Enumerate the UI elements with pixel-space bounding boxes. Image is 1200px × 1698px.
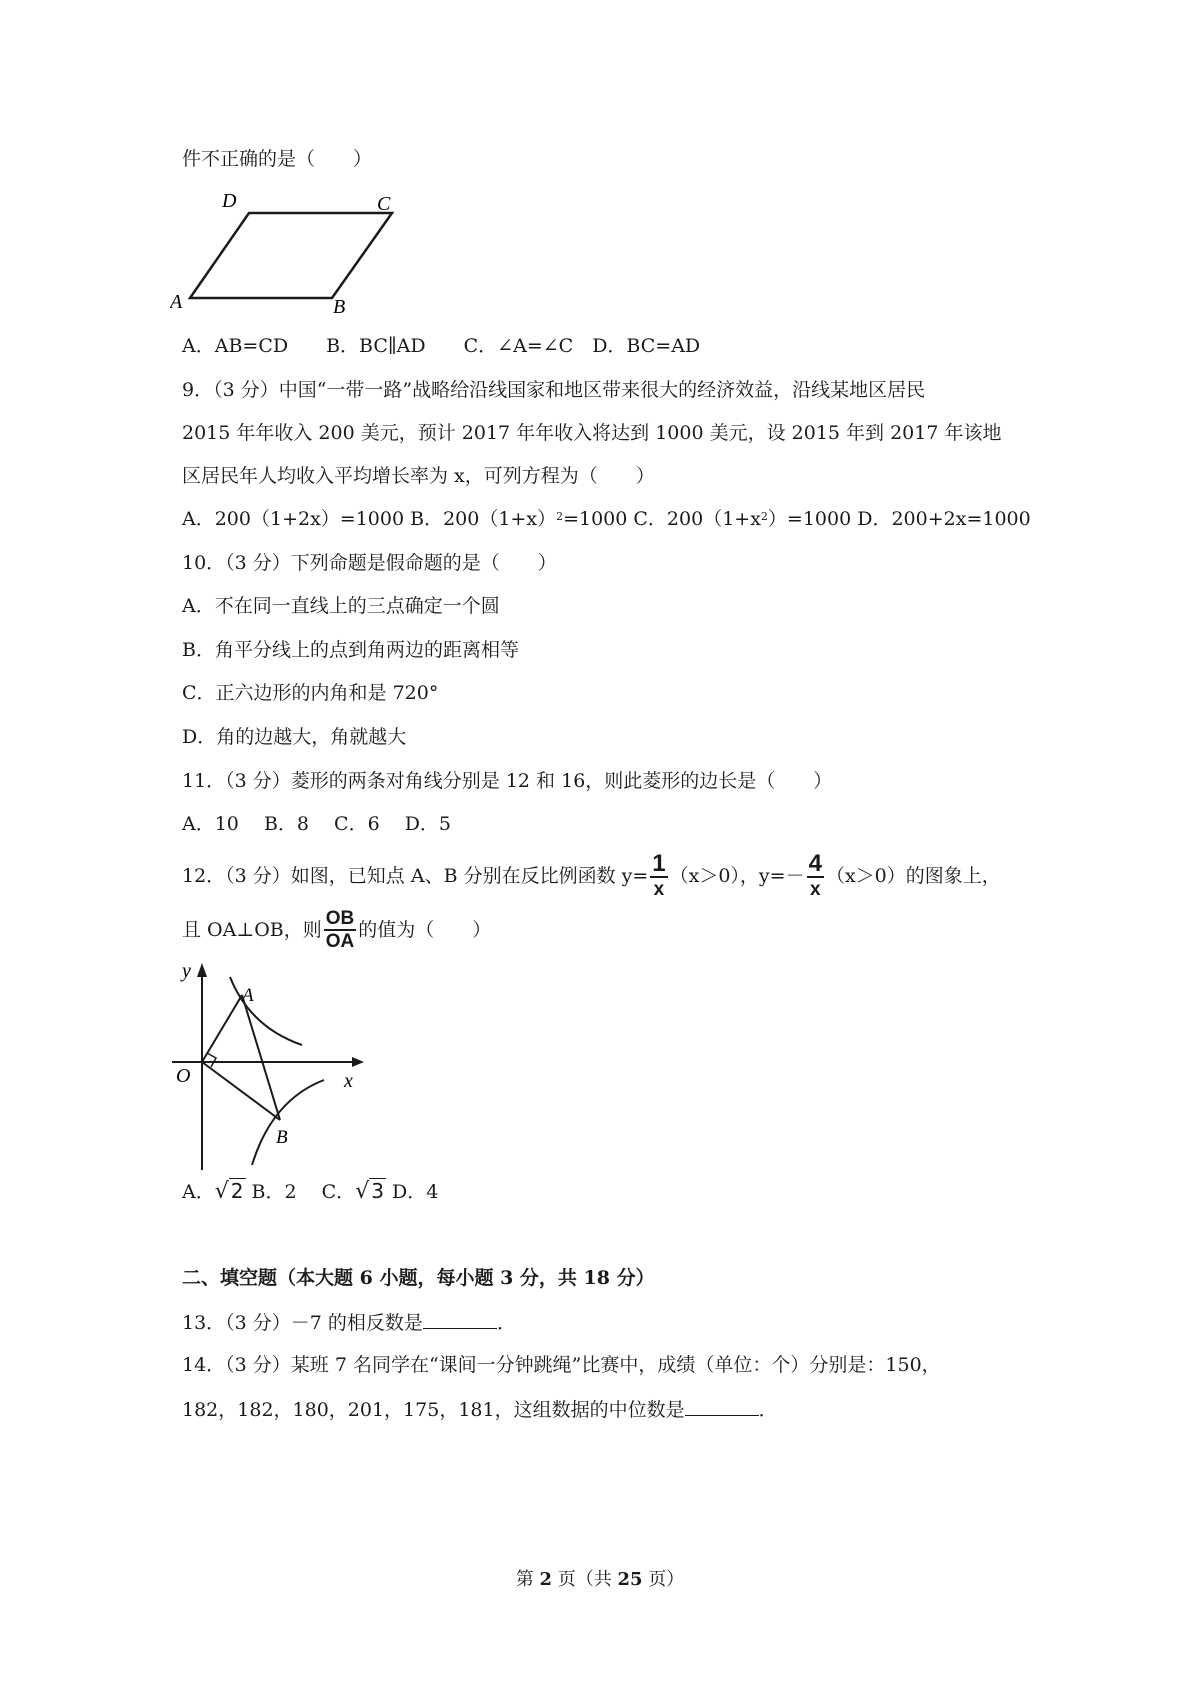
q12-stem-c: （x＞0）的图象上，	[825, 865, 1001, 887]
vertex-label-a: A	[170, 291, 183, 313]
sqrt-3: √ 3	[355, 1179, 384, 1204]
axis-label-y: y	[182, 960, 191, 982]
question-8-tail: 件不正确的是（ ）	[182, 148, 373, 170]
segment-ob	[202, 1062, 280, 1120]
question-10-option-c: C．正六边形的内角和是 720°	[182, 682, 439, 704]
footer-mid: 页（共	[552, 1569, 618, 1590]
question-12-options	[182, 1174, 438, 1209]
question-10-stem: 10．（3 分）下列命题是假命题的是（ ）	[182, 552, 557, 574]
x-axis-arrow	[352, 1057, 364, 1067]
y-axis-arrow	[197, 963, 207, 977]
q9-option-a: A．200（1+2x）=1000 B．200（1+x）	[182, 508, 557, 530]
q12-option-a-label: A．	[182, 1181, 215, 1203]
question-11-options: A．10 B．8 C．6 D．5	[182, 813, 452, 835]
question-10-option-b: B．角平分线上的点到角两边的距离相等	[182, 639, 519, 661]
q12-option-d: D．4	[392, 1181, 439, 1203]
q9-option-c-d: ）=1000 D．200+2x=1000	[767, 508, 1031, 530]
question-9-line-3: 区居民年人均收入平均增长率为 x，可列方程为（ ）	[182, 465, 655, 487]
question-10-option-a: A．不在同一直线上的三点确定一个圆	[182, 595, 500, 617]
section-2-heading: 二、填空题（本大题 6 小题，每小题 3 分，共 18 分）	[182, 1267, 655, 1289]
q13-end: ．	[496, 1312, 516, 1334]
q12-option-b-c-label: B．2 C．	[251, 1181, 356, 1203]
q12-stem-a: 12．（3 分）如图，已知点 A、B 分别在反比例函数 y=	[182, 865, 649, 887]
radicand: 2	[230, 1179, 244, 1203]
q14-end: ．	[758, 1399, 778, 1421]
question-14-line-1: 14．（3 分）某班 7 名同学在“课间一分钟跳绳”比赛中，成绩（单位：个）分别是：150，	[182, 1354, 941, 1376]
q13-stem: 13．（3 分）－7 的相反数是	[182, 1312, 423, 1334]
question-12-line-1	[182, 852, 1001, 900]
vertex-label-c: C	[377, 193, 391, 215]
question-13	[182, 1308, 516, 1336]
fraction-denominator: x	[809, 879, 821, 900]
q12-line2-a: 且 OA⊥OB，则	[182, 919, 322, 941]
curve-y-neg-4-over-x	[252, 1080, 324, 1165]
question-12-line-2	[182, 908, 491, 952]
q9-option-b-exponent: 2	[556, 510, 564, 523]
fraction-denominator: x	[653, 879, 665, 900]
footer-suffix: 页）	[642, 1569, 685, 1590]
right-angle-mark	[207, 1053, 216, 1067]
question-9-options	[182, 506, 1031, 532]
radicand: 3	[371, 1179, 384, 1203]
footer-prefix: 第	[515, 1569, 540, 1590]
question-10-option-d: D．角的边越大，角就越大	[182, 726, 407, 748]
point-label-a: A	[242, 985, 254, 1006]
question-9-line-1: 9．（3 分）中国“一带一路”战略给沿线国家和地区带来很大的经济效益，沿线某地区居民	[182, 379, 926, 401]
point-label-b: B	[276, 1127, 288, 1148]
fraction-1-over-x	[650, 852, 667, 902]
parallelogram-abcd	[190, 213, 392, 298]
fraction-denominator: OA	[325, 931, 355, 952]
question-14-line-2	[182, 1395, 778, 1423]
segment-oa	[202, 995, 242, 1062]
fraction-4-over-x	[807, 852, 824, 902]
parallelogram-figure	[170, 190, 430, 320]
q9-option-b-c: =1000 C．200（1+x	[563, 508, 761, 530]
answer-blank[interactable]	[423, 1308, 497, 1329]
question-9-line-2: 2015 年年收入 200 美元，预计 2017 年年收入将达到 1000 美元，设 2015 年到 2017 年该地	[182, 422, 1002, 444]
fraction-numerator: 1	[652, 850, 666, 877]
fraction-numerator: 4	[808, 850, 822, 877]
segment-ab	[242, 995, 280, 1120]
fraction-numerator: OB	[325, 908, 355, 929]
axis-label-x: x	[344, 1070, 353, 1092]
page-footer	[0, 1565, 1200, 1591]
footer-page-number: 2	[539, 1569, 552, 1590]
question-11-stem: 11．（3 分）菱形的两条对角线分别是 12 和 16，则此菱形的边长是（ ）	[182, 770, 833, 792]
q12-stem-b: （x＞0），y=－	[669, 865, 805, 887]
hyperbola-figure	[172, 955, 372, 1170]
question-8-options: A．AB=CD B．BC∥AD C．∠A=∠C D．BC=AD	[182, 335, 701, 357]
curve-y-1-over-x	[230, 977, 302, 1045]
footer-total-pages: 25	[617, 1569, 643, 1590]
origin-label-o: O	[176, 1065, 191, 1087]
vertex-label-d: D	[222, 190, 237, 212]
fraction-ob-over-oa	[324, 909, 357, 953]
answer-blank[interactable]	[685, 1395, 759, 1416]
q12-line2-b: 的值为（ ）	[358, 919, 492, 941]
q9-option-c-exponent: 2	[760, 510, 768, 523]
q14-line2-text: 182，182，180，201，175，181，这组数据的中位数是	[182, 1399, 685, 1421]
vertex-label-b: B	[333, 296, 346, 318]
sqrt-2: √ 2	[214, 1179, 244, 1204]
